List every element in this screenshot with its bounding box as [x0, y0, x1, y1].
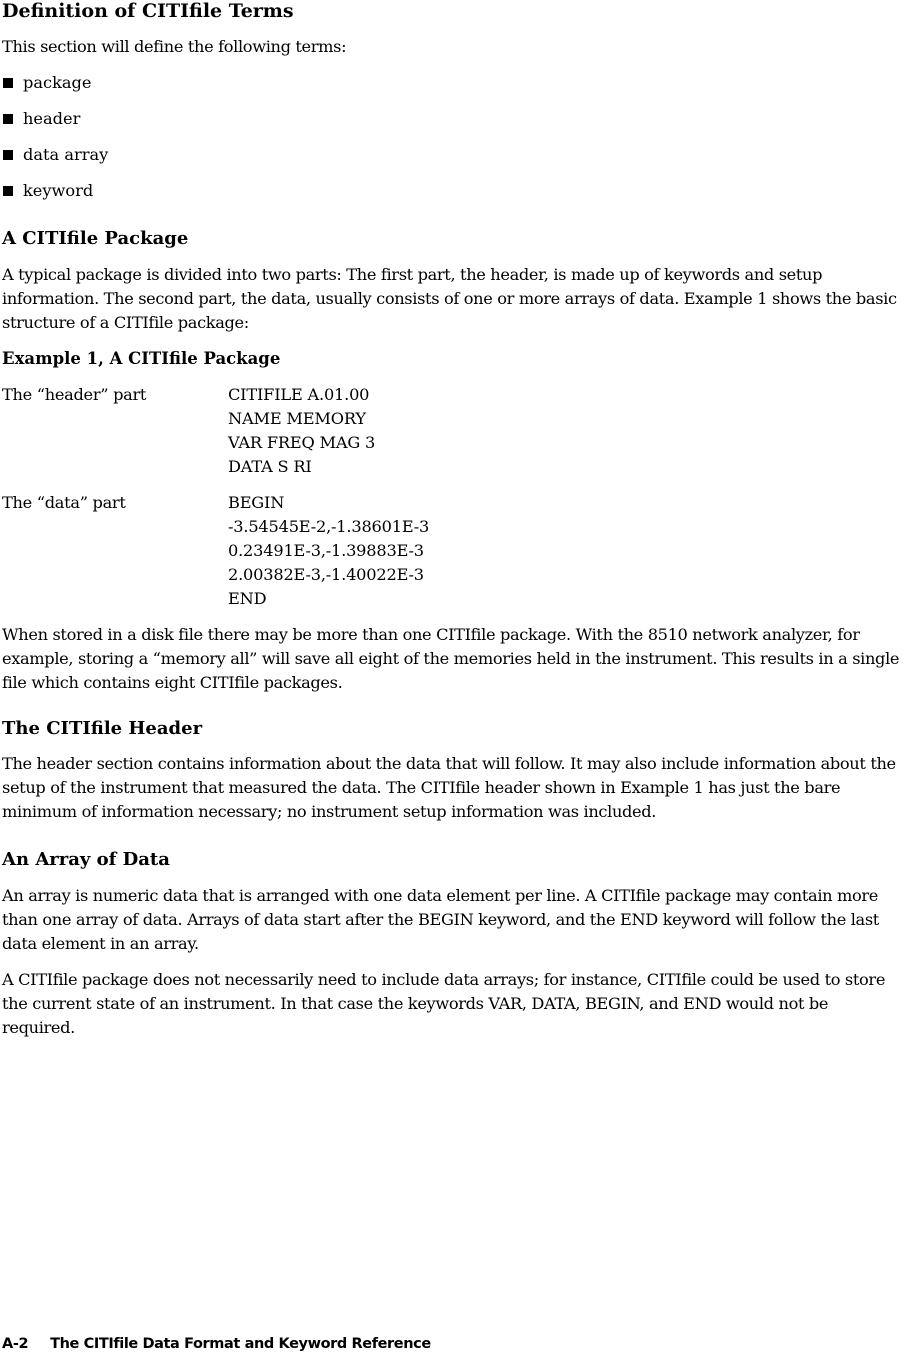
code-line: 0.23491E-3,-1.39883E-3 — [228, 541, 424, 560]
package-after-paragraph: When stored in a disk file there may be more than one CITIfile package. With the 8510 network analyzer, for example, storing a “memory all” will save all eight of the memories held in the instrument. This results in a single file which contains eight CITIfile packages. — [2, 625, 900, 692]
header-part-lines — [228, 383, 375, 479]
code-line: VAR FREQ MAG 3 — [228, 433, 376, 452]
running-title: The CITIfile Data Format and Keyword Reference — [50, 1336, 431, 1352]
code-line: NAME MEMORY — [228, 409, 366, 428]
example-header-block — [2, 383, 902, 479]
term-label: header — [23, 109, 81, 128]
section-title: Definition of CITIfile Terms — [2, 0, 294, 22]
array-heading: An Array of Data — [2, 849, 170, 870]
bullet-square-icon — [3, 114, 13, 124]
term-label: package — [23, 73, 92, 92]
document-page — [2, 0, 902, 1040]
page-footer — [2, 1334, 431, 1354]
data-part-label: The “data” part — [2, 493, 126, 512]
example-title: Example 1, A CITIfile Package — [2, 349, 281, 368]
header-part-label: The “header” part — [2, 385, 147, 404]
code-line: -3.54545E-2,-1.38601E-3 — [228, 517, 430, 536]
package-heading: A CITIfile Package — [2, 228, 189, 249]
term-label: keyword — [23, 181, 94, 200]
code-line: BEGIN — [228, 493, 285, 512]
array-paragraph-1: An array is numeric data that is arranged with one data element per line. A CITIfile package may contain more than one array of data. Arrays of data start after the BEGIN keyword, and the END keyword will follow the last data element in an array. — [2, 886, 879, 953]
code-line: END — [228, 589, 267, 608]
list-item — [2, 71, 902, 95]
package-paragraph: A typical package is divided into two parts: The first part, the header, is made up of keywords and setup information. The second part, the data, usually consists of one or more arrays of data. Example 1 shows the basic structure of a CITIfile package: — [2, 265, 897, 332]
terms-list — [2, 71, 902, 203]
section-intro: This section will define the following terms: — [2, 37, 347, 56]
example-data-block — [2, 491, 902, 611]
code-line: DATA S RI — [228, 457, 312, 476]
header-paragraph: The header section contains information about the data that will follow. It may also include information about the setup of the instrument that measured the data. The CITIfile header shown in Example 1 has just the bare minimum of information necessary; no instrument setup information was included. — [2, 754, 896, 821]
code-line: CITIFILE A.01.00 — [228, 385, 370, 404]
header-heading: The CITIfile Header — [2, 718, 203, 739]
page-number: A-2 — [2, 1336, 29, 1352]
bullet-square-icon — [3, 150, 13, 160]
list-item — [2, 143, 902, 167]
list-item — [2, 107, 902, 131]
term-label: data array — [23, 145, 109, 164]
data-part-lines — [228, 491, 429, 611]
code-line: 2.00382E-3,-1.40022E-3 — [228, 565, 424, 584]
bullet-square-icon — [3, 78, 13, 88]
bullet-square-icon — [3, 186, 13, 196]
list-item — [2, 179, 902, 203]
array-paragraph-2: A CITIfile package does not necessarily need to include data arrays; for instance, CITIfile could be used to store the current state of an instrument. In that case the keywords VAR, DATA, BEGIN, and END would not be required. — [2, 970, 886, 1037]
